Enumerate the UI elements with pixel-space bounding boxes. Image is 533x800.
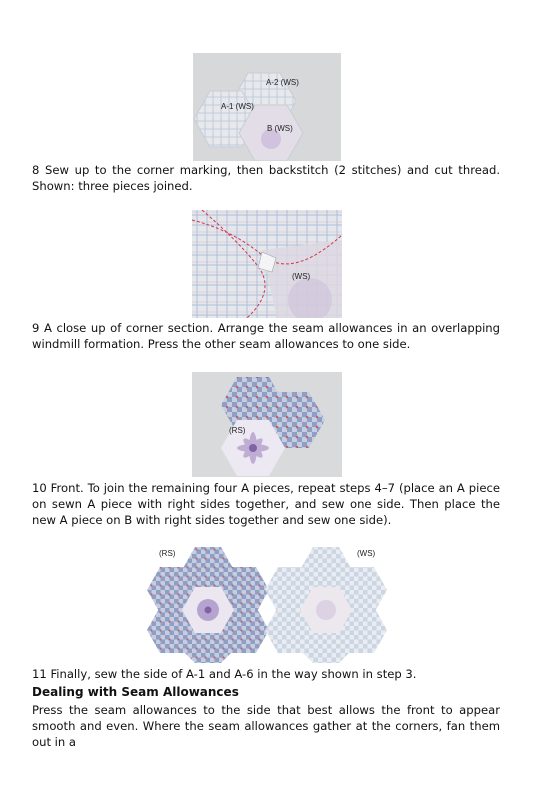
- step10-image: [192, 372, 342, 477]
- step10-photo: [192, 372, 342, 477]
- step9-photo: [192, 210, 342, 318]
- label-rs-step10: (RS): [229, 426, 246, 435]
- label-b-ws: B (WS): [267, 124, 293, 133]
- caption-step9: 9 A close up of corner section. Arrange the seam allowances in an overlapping windmill formation. Press the other seam allowances to one side.: [32, 321, 500, 351]
- section-heading: Dealing with Seam Allowances: [32, 685, 239, 699]
- label-a2-ws: A-2 (WS): [266, 78, 299, 87]
- section-body: Press the seam allowances to the side that best allows the front to appear smooth and even. Where the seam allowances gather at the corners, fan them out in a: [32, 703, 500, 749]
- caption-step10: 10 Front. To join the remaining four A pieces, repeat steps 4–7 (place an A piece on sewn A piece with right sides together, and sew one side. Then place the new A piece on B with right sides together and sew one side).: [32, 481, 500, 527]
- step11-image: [147, 545, 387, 663]
- label-ws-step11: (WS): [357, 549, 376, 558]
- step11-photo: [147, 545, 387, 663]
- caption-step8: 8 Sew up to the corner marking, then backstitch (2 stitches) and cut thread. Shown: three pieces joined.: [32, 163, 500, 193]
- step8-image: [193, 53, 341, 161]
- step9-image: [192, 210, 342, 318]
- step8-photo: [193, 53, 341, 161]
- label-a1-ws: A-1 (WS): [221, 102, 254, 111]
- caption-step11: 11 Finally, sew the side of A-1 and A-6 in the way shown in step 3.: [32, 667, 417, 681]
- label-ws-closeup: (WS): [292, 272, 311, 281]
- label-rs-step11: (RS): [159, 549, 176, 558]
